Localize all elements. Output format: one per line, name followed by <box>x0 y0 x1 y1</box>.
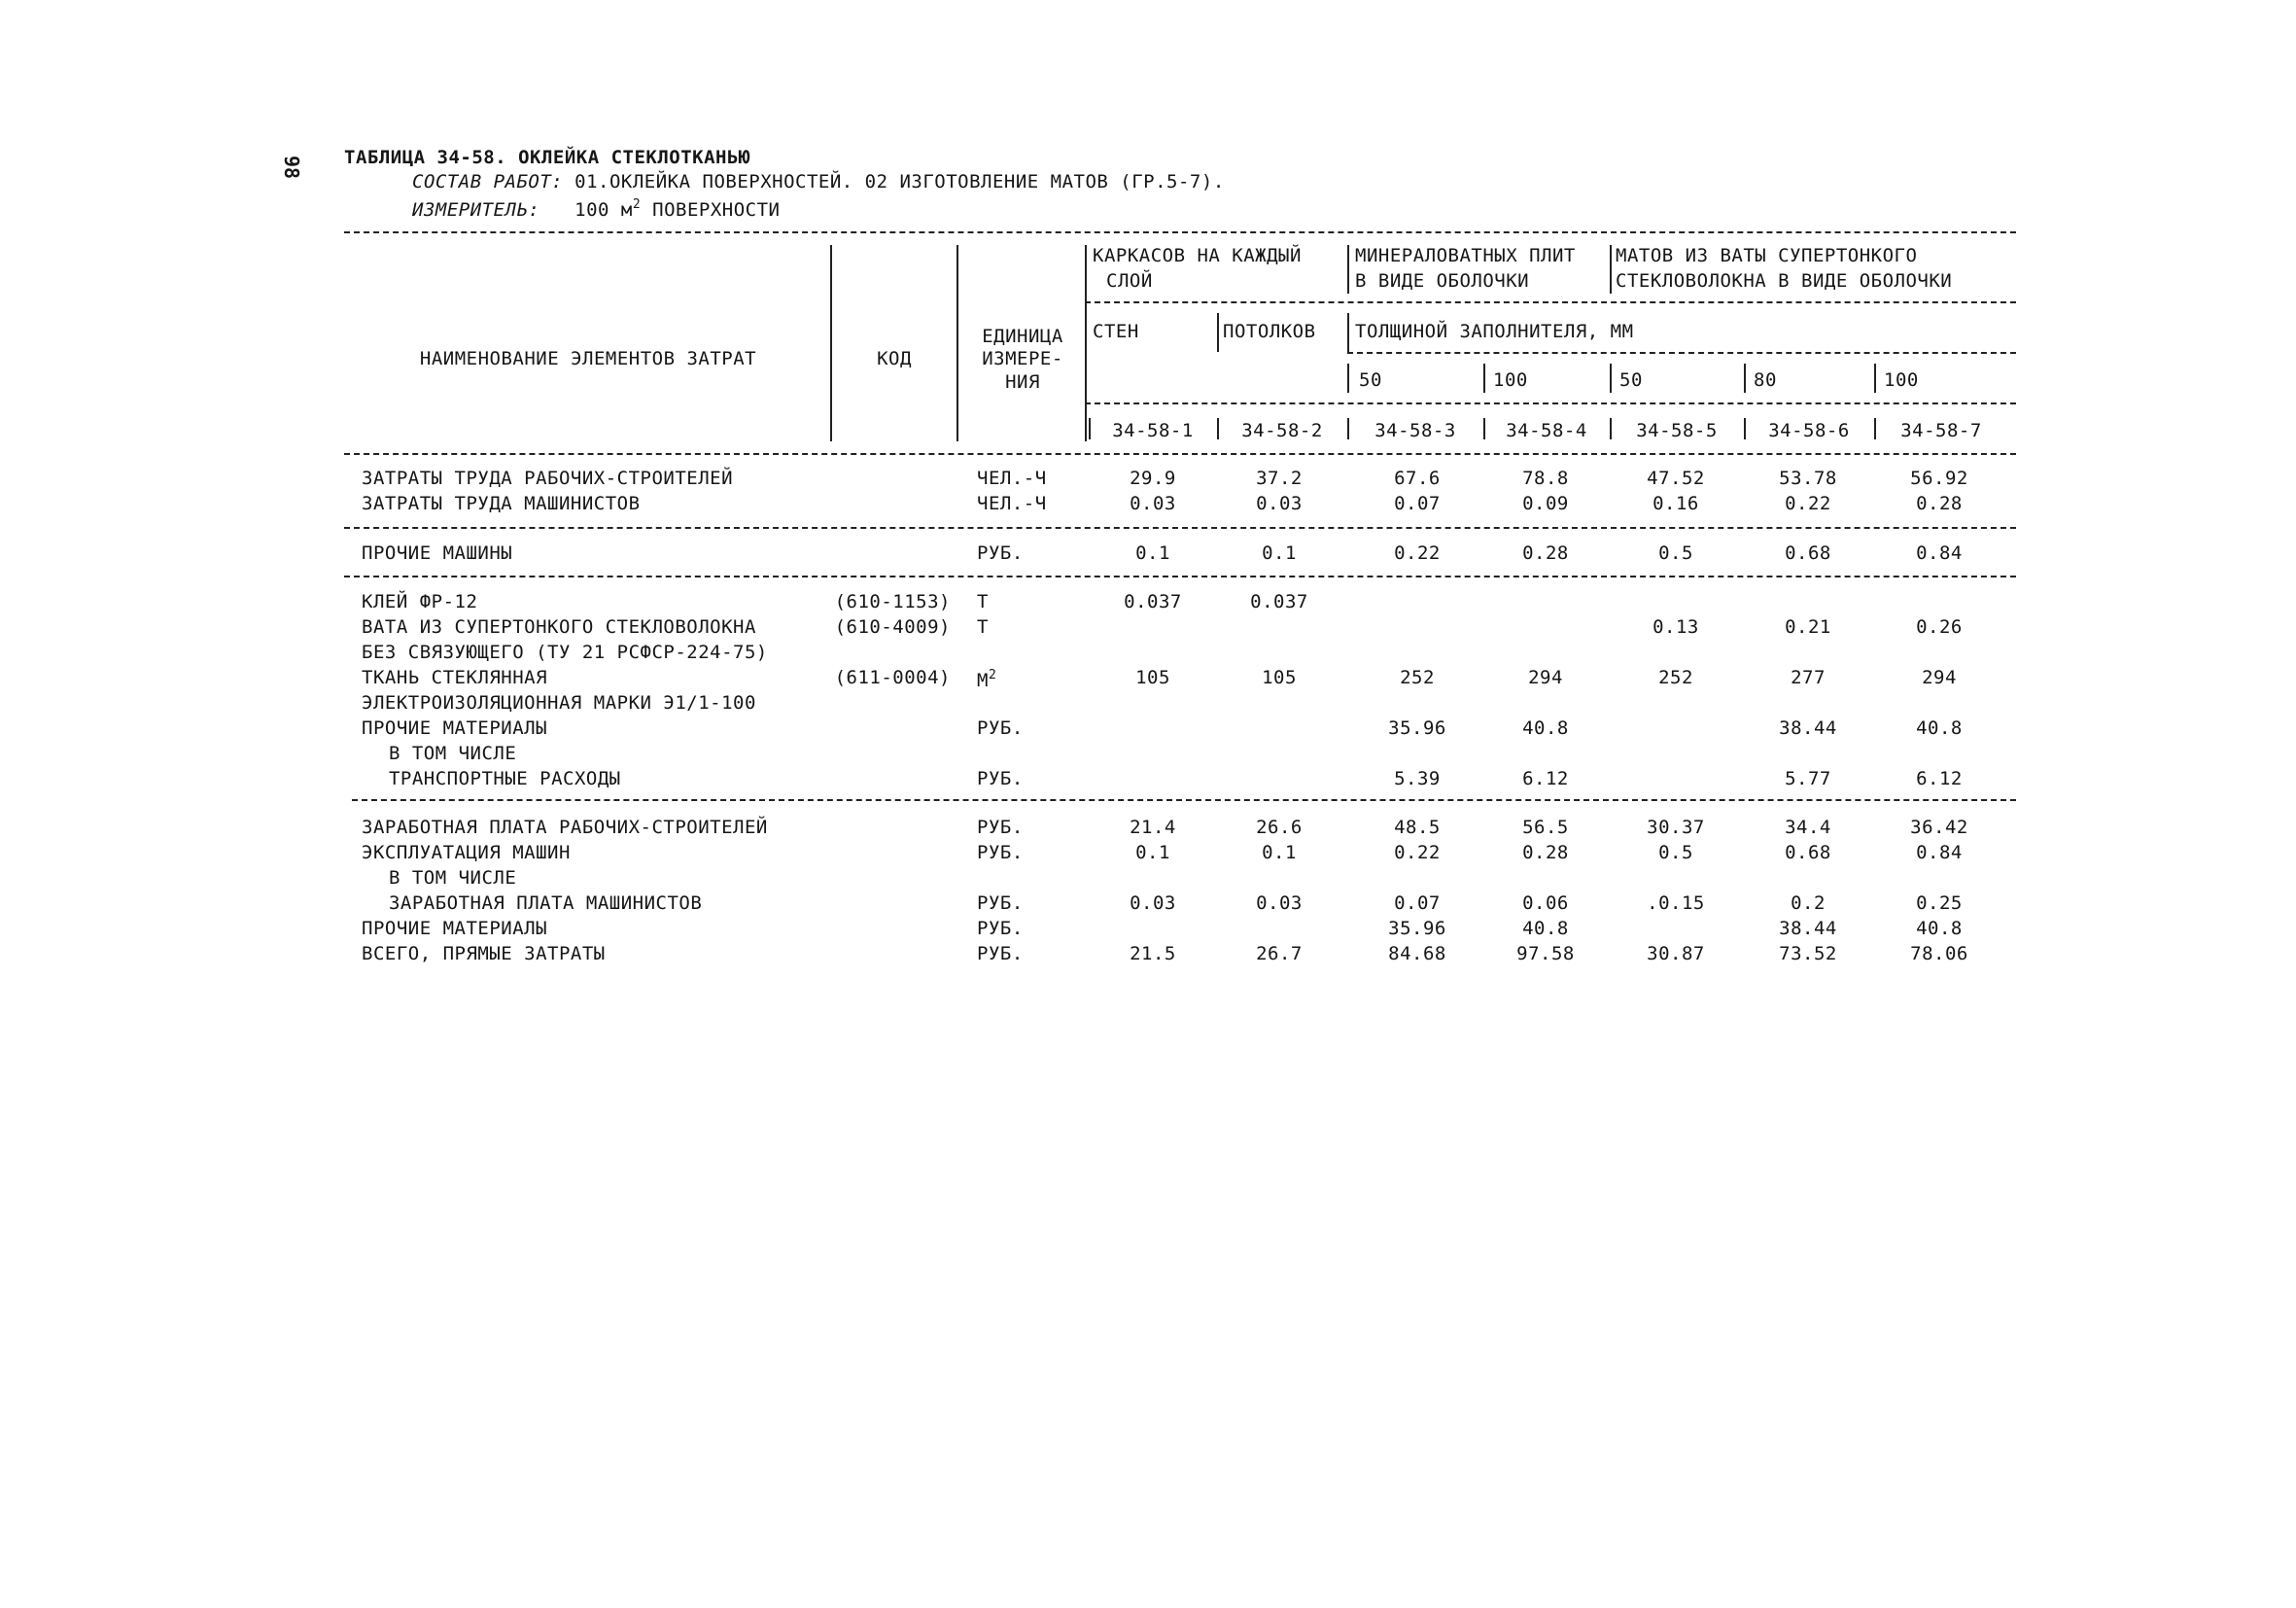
row-value: 0.1 <box>1135 542 1170 564</box>
row-value: 0.84 <box>1916 842 1963 863</box>
thickness-50-b: 50 <box>1619 369 1643 391</box>
row-value: 40.8 <box>1522 717 1569 739</box>
vbar-grp2 <box>1347 245 1349 294</box>
row-value: 0.06 <box>1522 892 1569 914</box>
code-34-58-3: 34-58-3 <box>1374 420 1456 441</box>
row-value: 0.03 <box>1130 493 1176 514</box>
thickness-80: 80 <box>1754 369 1777 391</box>
row-value: 40.8 <box>1916 918 1963 939</box>
row-unit: РУБ. <box>977 542 1024 564</box>
row-value: 294 <box>1922 667 1957 688</box>
row-value: 97.58 <box>1516 943 1575 964</box>
header-unit-l3: НИЯ <box>1005 371 1040 393</box>
vbar-code-left <box>830 245 832 441</box>
row-unit: РУБ. <box>977 717 1024 739</box>
row-value: 40.8 <box>1522 918 1569 939</box>
row-value: 30.87 <box>1647 943 1705 964</box>
row-name: В ТОМ ЧИСЛЕ <box>377 867 517 889</box>
row-value: 0.037 <box>1250 591 1308 612</box>
row-value: 105 <box>1262 667 1297 688</box>
row-unit: Т <box>977 591 989 612</box>
row-unit: РУБ. <box>977 817 1024 838</box>
row-value: 0.07 <box>1394 493 1441 514</box>
header-bottom-rule <box>344 453 2016 455</box>
row-unit: РУБ. <box>977 943 1024 964</box>
group1-l2: СЛОЙ <box>1106 270 1153 292</box>
row-value: 0.26 <box>1916 616 1963 638</box>
vbar-code-2 <box>1217 418 1219 439</box>
sub-walls: СТЕН <box>1093 321 1139 342</box>
header-top-rule <box>344 231 2016 233</box>
row-value: 0.5 <box>1658 542 1693 564</box>
row-name: КЛЕЙ ФР-12 <box>362 591 478 612</box>
row-value: 84.68 <box>1388 943 1446 964</box>
vbar-code-5 <box>1610 418 1612 439</box>
sub-ceilings: ПОТОЛКОВ <box>1223 321 1316 342</box>
vbar-th-3 <box>1610 364 1612 393</box>
row-value: 0.03 <box>1256 493 1303 514</box>
row-name: В ТОМ ЧИСЛЕ <box>377 743 517 764</box>
group2-l2: В ВИДЕ ОБОЛОЧКИ <box>1355 270 1530 292</box>
row-value: 0.09 <box>1522 493 1569 514</box>
row-value: 0.68 <box>1785 842 1831 863</box>
row-name: ЗАРАБОТНАЯ ПЛАТА РАБОЧИХ-СТРОИТЕЛЕЙ <box>362 817 768 838</box>
row-value: 0.037 <box>1124 591 1182 612</box>
vbar-code-4 <box>1483 418 1485 439</box>
row-value: 0.28 <box>1916 493 1963 514</box>
thickness-50-a: 50 <box>1359 369 1382 391</box>
code-34-58-5: 34-58-5 <box>1636 420 1718 441</box>
row-value: 47.52 <box>1647 468 1705 489</box>
row-value: 0.07 <box>1394 892 1441 914</box>
row-unit: РУБ. <box>977 842 1024 863</box>
vbar-sub-thickness <box>1347 313 1349 352</box>
row-unit: Т <box>977 616 989 638</box>
thickness-100-b: 100 <box>1884 369 1919 391</box>
work-composition <box>412 173 1225 192</box>
vbar-code-1 <box>1089 418 1091 439</box>
section-rule-3 <box>352 799 2016 801</box>
header-codes-rule <box>1085 402 2016 404</box>
measure-tail: ПОВЕРХНОСТИ <box>652 199 781 221</box>
header-unit-l1: ЕДИНИЦА <box>982 326 1063 347</box>
row-unit: РУБ. <box>977 918 1024 939</box>
row-value: 277 <box>1791 667 1826 688</box>
row-value: 5.39 <box>1394 768 1441 789</box>
row-name: ЗАТРАТЫ ТРУДА МАШИНИСТОВ <box>362 493 641 514</box>
code-34-58-2: 34-58-2 <box>1241 420 1323 441</box>
row-value: 67.6 <box>1394 468 1441 489</box>
row-name: ПРОЧИЕ МАТЕРИАЛЫ <box>362 918 548 939</box>
row-value: 0.5 <box>1658 842 1693 863</box>
row-code: (611-0004) <box>834 667 951 688</box>
header-code: КОД <box>877 348 912 369</box>
row-value: 36.42 <box>1910 817 1968 838</box>
row-value: 0.1 <box>1135 842 1170 863</box>
row-value: 0.68 <box>1785 542 1831 564</box>
page-number: 98 <box>280 155 304 180</box>
vbar-data-left <box>1085 245 1087 441</box>
code-34-58-1: 34-58-1 <box>1112 420 1194 441</box>
row-value: .0.15 <box>1647 892 1705 914</box>
vbar-th-1 <box>1347 364 1349 393</box>
row-value: 0.28 <box>1522 542 1569 564</box>
row-value: 0.03 <box>1130 892 1176 914</box>
row-value: 0.13 <box>1652 616 1699 638</box>
row-value: 30.37 <box>1647 817 1705 838</box>
header-group-rule <box>1085 301 2016 303</box>
group3-l1: МАТОВ ИЗ ВАТЫ СУПЕРТОНКОГО <box>1616 245 1918 266</box>
measure-line <box>412 198 781 220</box>
row-value: 6.12 <box>1916 768 1963 789</box>
section-rule-1 <box>344 527 2016 529</box>
row-name: ЗАТРАТЫ ТРУДА РАБОЧИХ-СТРОИТЕЛЕЙ <box>362 468 734 489</box>
vbar-unit-left <box>957 245 958 441</box>
header-name: НАИМЕНОВАНИЕ ЭЛЕМЕНТОВ ЗАТРАТ <box>419 348 757 369</box>
row-value: 0.28 <box>1522 842 1569 863</box>
row-value: 105 <box>1135 667 1170 688</box>
group2-l1: МИНЕРАЛОВАТНЫХ ПЛИТ <box>1355 245 1576 266</box>
row-unit: $М^2$ <box>977 668 997 691</box>
vbar-sub-ceilings <box>1217 313 1219 352</box>
row-value: 53.78 <box>1779 468 1837 489</box>
row-unit-sup: 2 <box>988 668 997 682</box>
row-value: 38.44 <box>1779 717 1837 739</box>
row-name: ЭЛЕКТРОИЗОЛЯЦИОННАЯ МАРКИ Э1/1-100 <box>362 692 756 714</box>
row-value: 56.5 <box>1522 817 1569 838</box>
row-value: 35.96 <box>1388 717 1446 739</box>
row-name: ВАТА ИЗ СУПЕРТОНКОГО СТЕКЛОВОЛОКНА <box>362 616 756 638</box>
vbar-grp3 <box>1610 245 1612 294</box>
row-value: 0.16 <box>1652 493 1699 514</box>
composition-label: СОСТАВ РАБОТ: <box>412 171 564 192</box>
measure-sup: 2 <box>632 197 642 212</box>
row-value: 0.22 <box>1394 842 1441 863</box>
vbar-th-2 <box>1483 364 1485 393</box>
table-title: ТАБЛИЦА 34-58. ОКЛЕЙКА СТЕКЛОТКАНЬЮ <box>344 147 750 168</box>
row-value: 26.7 <box>1256 943 1303 964</box>
row-value: 252 <box>1658 667 1693 688</box>
row-name: ЗАРАБОТНАЯ ПЛАТА МАШИНИСТОВ <box>377 892 703 914</box>
row-value: 0.2 <box>1791 892 1826 914</box>
row-value: 0.1 <box>1262 542 1297 564</box>
code-34-58-7: 34-58-7 <box>1900 420 1982 441</box>
row-value: 37.2 <box>1256 468 1303 489</box>
row-value: 0.84 <box>1916 542 1963 564</box>
vbar-th-4 <box>1744 364 1746 393</box>
row-code: (610-1153) <box>834 591 951 612</box>
row-value: 252 <box>1400 667 1435 688</box>
row-value: 78.06 <box>1910 943 1968 964</box>
row-value: 294 <box>1528 667 1563 688</box>
row-name: ПРОЧИЕ МАШИНЫ <box>362 542 513 564</box>
vbar-code-3 <box>1347 418 1349 439</box>
measure-value: 100 м <box>574 199 633 221</box>
row-unit: ЧЕЛ.-Ч <box>977 468 1047 489</box>
row-value: 0.21 <box>1785 616 1831 638</box>
row-code: (610-4009) <box>834 616 951 638</box>
row-value: 21.5 <box>1130 943 1176 964</box>
row-unit: РУБ. <box>977 768 1024 789</box>
row-name: ТРАНСПОРТНЫЕ РАСХОДЫ <box>377 768 621 789</box>
row-value: 26.6 <box>1256 817 1303 838</box>
row-value: 48.5 <box>1394 817 1441 838</box>
row-value: 56.92 <box>1910 468 1968 489</box>
row-unit: РУБ. <box>977 892 1024 914</box>
row-name: БЕЗ СВЯЗУЮЩЕГО (ТУ 21 РСФСР-224-75) <box>362 642 768 663</box>
measure-label: ИЗМЕРИТЕЛЬ: <box>412 199 540 221</box>
section-rule-2 <box>344 576 2016 577</box>
header-thickness-rule <box>1347 352 2016 354</box>
row-value: 5.77 <box>1785 768 1831 789</box>
code-34-58-6: 34-58-6 <box>1768 420 1850 441</box>
row-name: ТКАНЬ СТЕКЛЯННАЯ <box>362 667 548 688</box>
row-value: 78.8 <box>1522 468 1569 489</box>
row-value: 0.22 <box>1785 493 1831 514</box>
row-value: 0.03 <box>1256 892 1303 914</box>
row-value: 40.8 <box>1916 717 1963 739</box>
row-value: 0.25 <box>1916 892 1963 914</box>
row-value: 35.96 <box>1388 918 1446 939</box>
row-name: ВСЕГО, ПРЯМЫЕ ЗАТРАТЫ <box>362 943 606 964</box>
group1-l1: КАРКАСОВ НА КАЖДЫЙ <box>1093 245 1302 266</box>
row-value: 0.22 <box>1394 542 1441 564</box>
thickness-100-a: 100 <box>1493 369 1528 391</box>
row-value: 34.4 <box>1785 817 1831 838</box>
row-value: 6.12 <box>1522 768 1569 789</box>
row-value: 21.4 <box>1130 817 1176 838</box>
row-value: 29.9 <box>1130 468 1176 489</box>
row-value: 0.1 <box>1262 842 1297 863</box>
vbar-code-6 <box>1744 418 1746 439</box>
vbar-code-7 <box>1874 418 1876 439</box>
vbar-th-5 <box>1874 364 1876 393</box>
row-name: ЭКСПЛУАТАЦИЯ МАШИН <box>362 842 571 863</box>
group3-l2: СТЕКЛОВОЛОКНА В ВИДЕ ОБОЛОЧКИ <box>1616 270 1953 292</box>
row-value: 73.52 <box>1779 943 1837 964</box>
composition-text: 01.ОКЛЕЙКА ПОВЕРХНОСТЕЙ. 02 ИЗГОТОВЛЕНИЕ МАТОВ (ГР.5-7). <box>574 171 1225 192</box>
row-value: 38.44 <box>1779 918 1837 939</box>
row-name: ПРОЧИЕ МАТЕРИАЛЫ <box>362 717 548 739</box>
row-unit: ЧЕЛ.-Ч <box>977 493 1047 514</box>
sub-thickness: ТОЛЩИНОЙ ЗАПОЛНИТЕЛЯ, ММ <box>1355 321 1634 342</box>
code-34-58-4: 34-58-4 <box>1506 420 1587 441</box>
header-unit-l2: ИЗМЕРЕ- <box>982 348 1063 369</box>
